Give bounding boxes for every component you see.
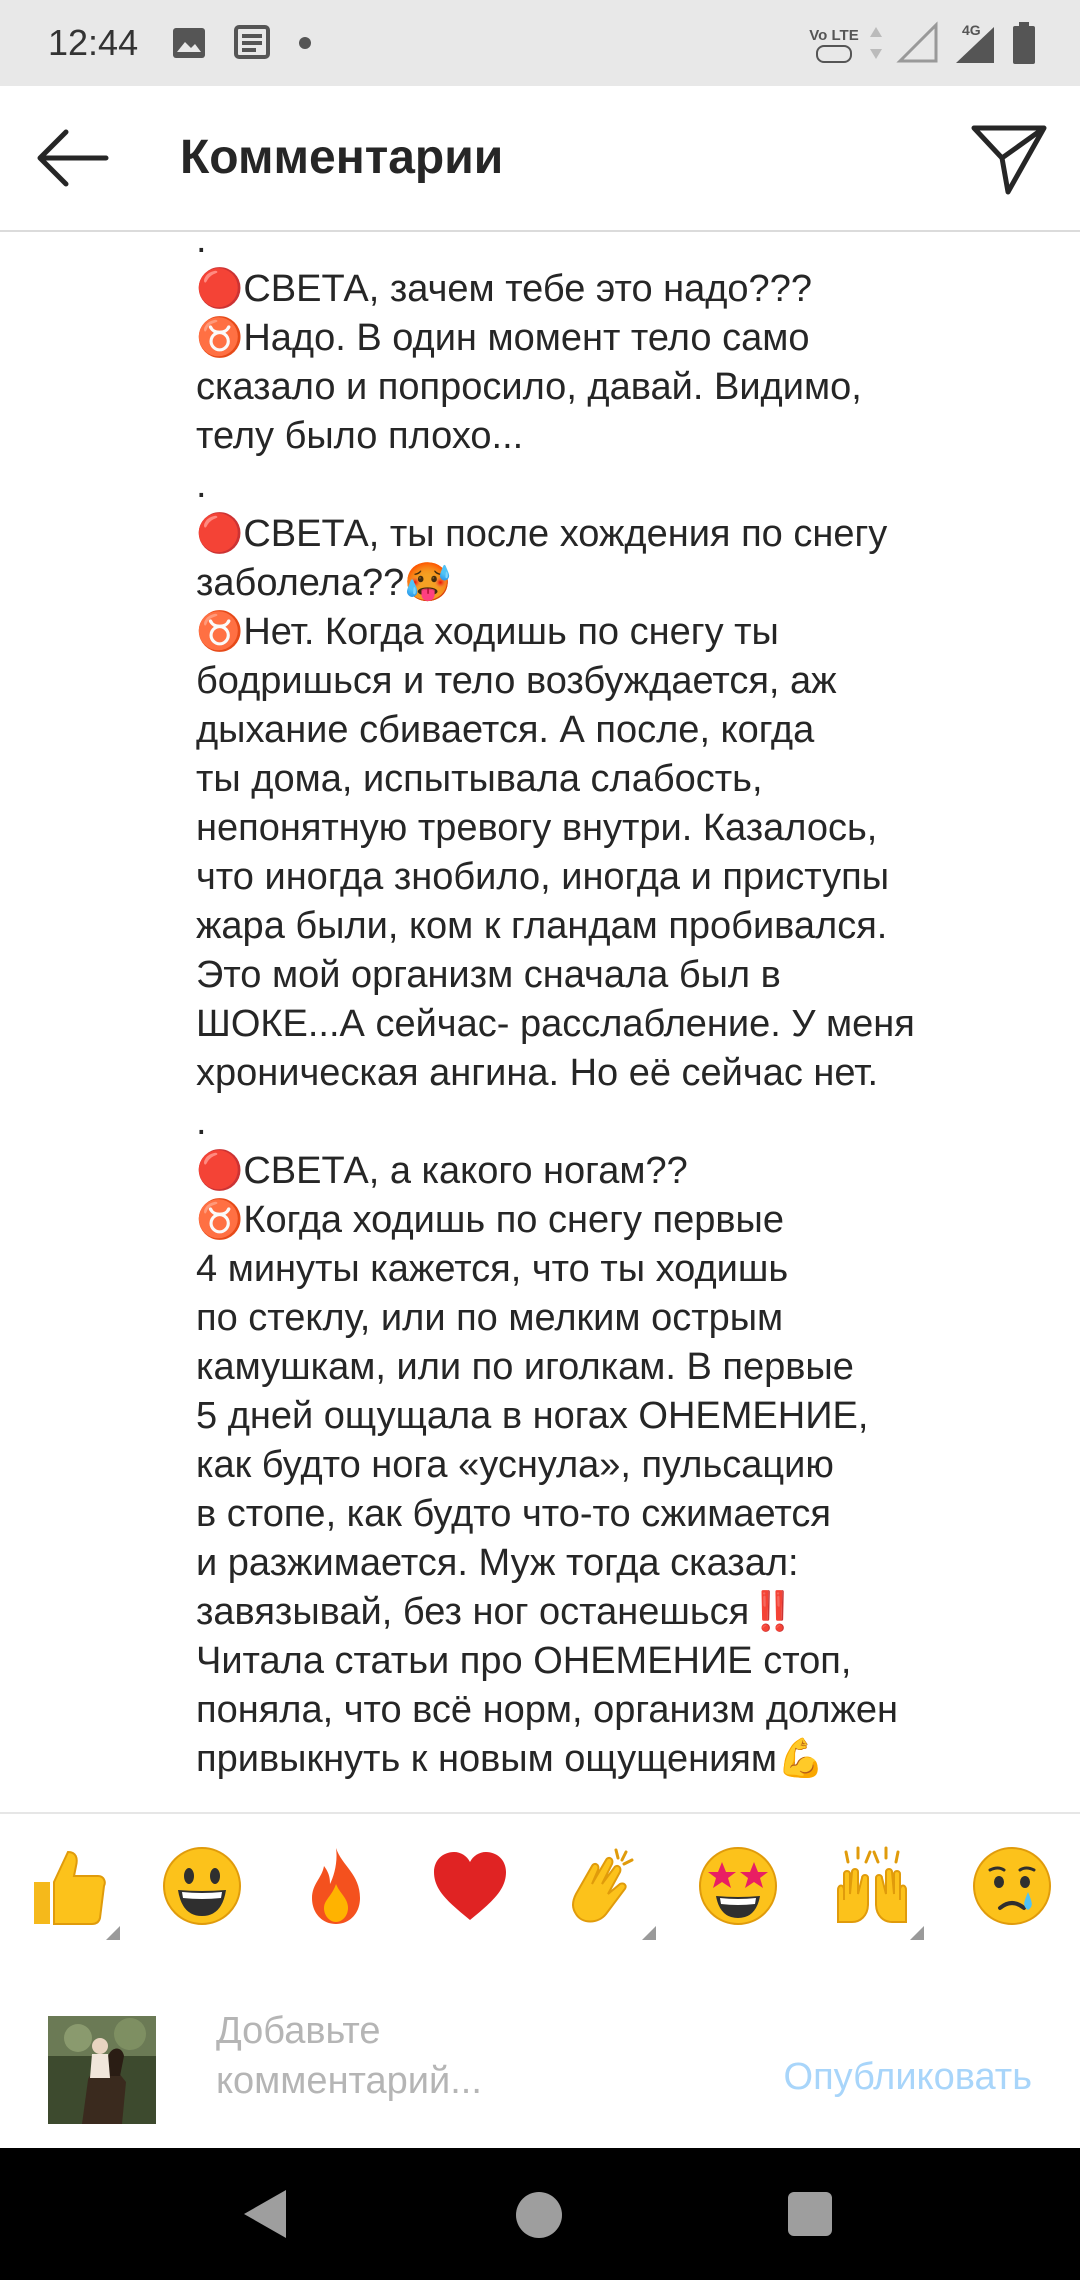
- comment-line: телу было плохо...: [196, 415, 524, 457]
- comment-line: непонятную тревогу внутри. Казалось,: [196, 807, 878, 849]
- comment-line: поняла, что всё норм, организм должен: [196, 1689, 899, 1731]
- status-bar: [0, 0, 1080, 86]
- comment-input[interactable]: Добавьте комментарий...: [216, 2010, 482, 2102]
- system-nav-bar: [0, 2148, 1080, 2280]
- skin-tone-indicator: [910, 1926, 924, 1940]
- news-icon: [232, 25, 272, 61]
- emoji-thumbs-up-button[interactable]: [8, 1814, 128, 1958]
- comment-line: завязывай, без ног останешься‼️: [196, 1591, 797, 1633]
- back-button[interactable]: [30, 122, 114, 194]
- comment-line: заболела??🥵: [196, 562, 452, 604]
- comment-line: Это мой организм сначала был в: [196, 954, 781, 996]
- comment-line: и разжимается. Муж тогда сказал:: [196, 1542, 799, 1584]
- comment-line: хроническая ангина. Но её сейчас нет.: [196, 1052, 878, 1094]
- nav-back-icon[interactable]: [242, 2188, 288, 2240]
- nav-home-icon[interactable]: [516, 2192, 562, 2238]
- emoji-fire-button[interactable]: [276, 1814, 396, 1958]
- nav-recents-icon[interactable]: [788, 2192, 832, 2236]
- back-arrow-icon: [30, 122, 114, 194]
- comment-line: в стопе, как будто что-то сжимается: [196, 1493, 831, 1535]
- signal-4g-icon: [952, 21, 998, 65]
- comment-line: .: [196, 219, 207, 261]
- comment-line: дыхание сбивается. А после, когда: [196, 709, 815, 751]
- share-button[interactable]: [968, 118, 1050, 198]
- comment-line: ♉Надо. В один момент тело само: [196, 317, 810, 359]
- comment-line: ШОКЕ...А сейчас- расслабление. У меня: [196, 1003, 915, 1045]
- page-title: Комментарии: [180, 131, 504, 184]
- image-icon: [172, 27, 206, 59]
- crying-face-emoji-icon: [970, 1844, 1054, 1928]
- star-struck-emoji-icon: [696, 1844, 780, 1928]
- comment-line: ♉Когда ходишь по снегу первые: [196, 1199, 784, 1241]
- comment-text: [196, 216, 1056, 1784]
- emoji-heart-button[interactable]: [410, 1814, 530, 1958]
- paper-plane-icon: [968, 118, 1050, 198]
- comment-input-row: [0, 1958, 1080, 2148]
- status-right-icons: [809, 18, 1036, 68]
- comment-line: жара были, ком к гландам пробивался.: [196, 905, 888, 947]
- user-avatar-icon: [48, 2016, 156, 2124]
- emoji-grinning-button[interactable]: [142, 1814, 262, 1958]
- emoji-star-struck-button[interactable]: [678, 1814, 798, 1958]
- signal-icon: [898, 23, 938, 63]
- publish-button[interactable]: Опубликовать: [783, 2056, 1032, 2098]
- comment-line: как будто нога «уснула», пульсацию: [196, 1444, 834, 1486]
- fire-emoji-icon: [294, 1844, 378, 1928]
- volte-label: Vo LTE: [809, 27, 859, 44]
- status-time: 12:44: [48, 22, 139, 63]
- comment-line: .: [196, 464, 207, 506]
- comment-line: 🔴СВЕТА, а какого ногам??: [196, 1150, 688, 1192]
- comment-line: сказало и попросило, давай. Видимо,: [196, 366, 862, 408]
- comment-line: ты дома, испытывала слабость,: [196, 758, 763, 800]
- comment-line: ♉Нет. Когда ходишь по снегу ты: [196, 611, 779, 653]
- battery-icon: [1012, 21, 1036, 65]
- comment-line: камушкам, или по иголкам. В первые: [196, 1346, 854, 1388]
- emoji-crying-button[interactable]: [952, 1814, 1072, 1958]
- raising-hands-emoji-icon: [830, 1844, 914, 1928]
- comment-line: .: [196, 1101, 207, 1143]
- skin-tone-indicator: [106, 1926, 120, 1940]
- comment-line: 5 дней ощущала в ногах ОНЕМЕНИЕ,: [196, 1395, 869, 1437]
- comment-line: привыкнуть к новым ощущениям💪: [196, 1738, 825, 1780]
- emoji-raising-hands-button[interactable]: [812, 1814, 932, 1958]
- app-header: [0, 86, 1080, 232]
- comment-line: что иногда знобило, иногда и приступы: [196, 856, 890, 898]
- emoji-quick-bar: [0, 1812, 1080, 1960]
- thumbs-up-emoji-icon: [26, 1844, 110, 1928]
- skin-tone-indicator: [642, 1926, 656, 1940]
- clapping-hands-emoji-icon: [562, 1844, 646, 1928]
- grinning-face-emoji-icon: [160, 1844, 244, 1928]
- status-left-icons: [172, 20, 312, 66]
- comment-line: 4 минуты кажется, что ты ходишь: [196, 1248, 789, 1290]
- volte-icon: [809, 20, 859, 66]
- avatar[interactable]: [48, 2016, 156, 2124]
- network-label: 4G: [962, 22, 981, 38]
- comment-line: по стеклу, или по мелким острым: [196, 1297, 784, 1339]
- comment-line: 🔴СВЕТА, зачем тебе это надо???: [196, 268, 812, 310]
- data-arrows-icon: [868, 23, 884, 63]
- dot-icon: [298, 36, 312, 50]
- emoji-clapping-button[interactable]: [544, 1814, 664, 1958]
- comment-line: бодришься и тело возбуждается, аж: [196, 660, 837, 702]
- comment-line: Читала статьи про ОНЕМЕНИЕ стоп,: [196, 1640, 852, 1682]
- comment-line: 🔴СВЕТА, ты после хождения по снегу: [196, 513, 888, 555]
- red-heart-emoji-icon: [428, 1844, 512, 1928]
